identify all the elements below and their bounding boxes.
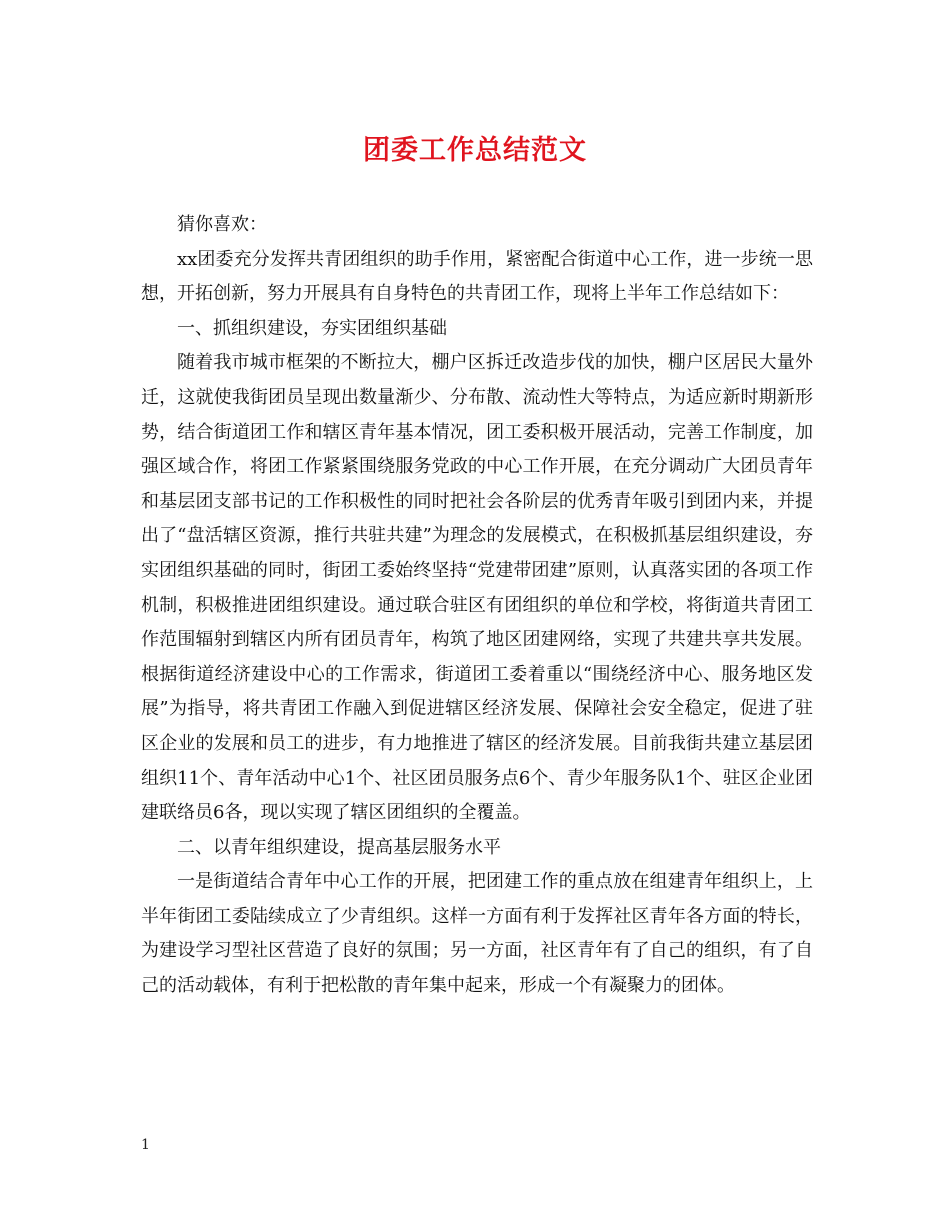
document-title: 团委工作总结范文 [363, 135, 587, 166]
section-heading-1: 一、抓组织建设，夯实团组织基础 [177, 317, 447, 339]
document-body [141, 208, 813, 1004]
paragraph-section-2: 一是街道结合青年中心工作的开展，把团建工作的重点放在组建青年组织上，上半年街团工委陆续成立了少青组织。这样一方面有利于发挥社区青年各方面的特长，为建设学习型社区营造了良好的氛围；另一方面，社区青年有了自己的组织，有了自己的活动载体，有利于把松散的青年集中起来，形成一个有凝聚力的团体。 [141, 871, 813, 997]
paragraph-intro: xx团委充分发挥共青团组织的助手作用，紧密配合街道中心工作，进一步统一思想，开拓创新，努力开展具有自身特色的共青团工作，现将上半年工作总结如下： [141, 248, 813, 305]
paragraph-section-1: 随着我市城市框架的不断拉大，棚户区拆迁改造步伐的加快，棚户区居民大量外迁，这就使我街团员呈现出数量渐少、分布散、流动性大等特点，为适应新时期新形势，结合街道团工作和辖区青年基本情况，团工委积极开展活动，完善工作制度，加强区域合作，将团工作紧紧围绕服务党政的中心工作开展，在充分调动广大团员青年和基层团支部书记的工作积极性的同时把社会各阶层的优秀青年吸引到团内来，并提出了“盘活辖区资源，推行共驻共建”为理念的发展模式，在积极抓基层组织建设，夯实团组织基础的同时，街团工委始终坚持“党建带团建”原则，认真落实团的各项工作机制，积极推进团组织建设。通过联合驻区有团组织的单位和学校，将街道共青团工作范围辐射到辖区内所有团员青年，构筑了地区团建网络，实现了共建共享共发展。根据街道经济建设中心的工作需求，街道团工委着重以“围绕经济中心、服务地区发展”为指导，将共青团工作融入到促进辖区经济发展、保障社会安全稳定，促进了驻区企业的发展和员工的进步，有力地推进了辖区的经济发展。目前我街共建立基层团组织11个、青年活动中心1个、社区团员服务点6个、青少年服务队1个、驻区企业团建联络员6各，现以实现了辖区团组织的全覆盖。 [141, 352, 813, 824]
section-heading-2: 二、以青年组织建设，提高基层服务水平 [177, 836, 501, 858]
paragraph-guess-you-like: 猜你喜欢： [177, 214, 267, 235]
page-number: 1 [141, 1137, 150, 1153]
